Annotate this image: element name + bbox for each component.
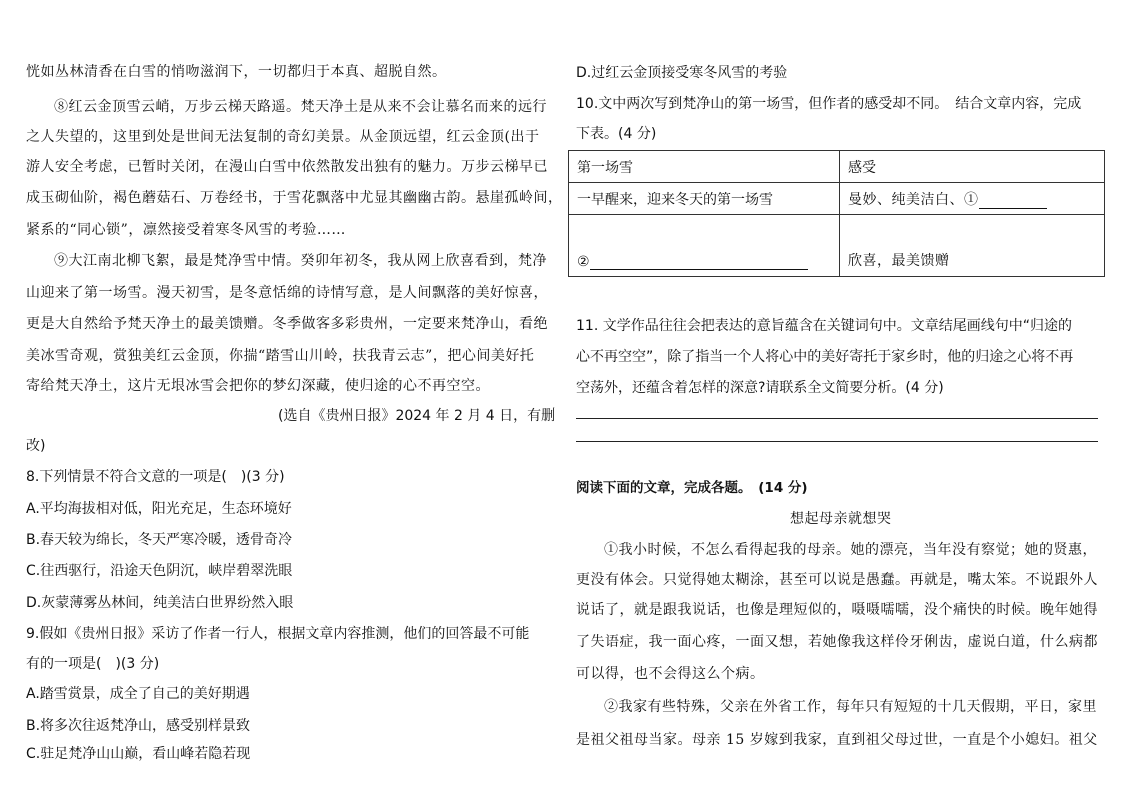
- question-11-stem: 11. 文学作品往往会把表达的意旨蕴含在关键词句中。文章结尾画线句中“归途的: [576, 318, 1072, 334]
- paragraph-9-line: ⑨大江南北柳飞絮，最是梵净雪中情。癸卯年初冬，我从网上欣喜看到，梵净: [54, 253, 547, 269]
- question-10-stem: 下表。(4 分): [576, 126, 657, 142]
- article-paragraph-1-line: 了失语症，我一面心疼，一面又想，若她像我这样伶牙俐齿，虚说白道，什么病都: [576, 634, 1098, 650]
- table-cell: 欣喜，最美馈赠: [840, 215, 1105, 277]
- answer-blank-1[interactable]: [979, 194, 1047, 209]
- question-8-option-b: B.春天较为绵长，冬天严寒冷暖，透骨奇冷: [26, 532, 293, 548]
- table-cell: [840, 183, 1105, 215]
- paragraph-intro-tail: 恍如丛林清香在白雪的悄吻滋润下，一切都归于本真、超脱自然。: [26, 64, 447, 80]
- source-citation: (选自《贵州日报》2024 年 2 月 4 日，有删: [278, 408, 556, 424]
- question-11-stem: 心不再空空”，除了指当一个人将心中的美好寄托于家乡时，他的归途之心将不再: [576, 349, 1074, 365]
- answer-blank-2[interactable]: [590, 255, 808, 270]
- article-paragraph-2-line: 是祖父祖母当家。母亲 15 岁嫁到我家，直到祖父母过世，一直是个小媳妇。祖父: [576, 732, 1098, 748]
- section-instruction: 阅读下面的文章，完成各题。 (14 分): [576, 480, 808, 496]
- article-paragraph-1-line: 说话了，就是跟我说话，也像是理短似的，嗫嗫嚅嚅，没个痛快的时候。晚年她得: [576, 602, 1098, 618]
- paragraph-8-line: 之人失望的，这里到处是世间无法复制的奇幻美景。从金顶远望，红云金顶(出于: [26, 129, 540, 145]
- article-paragraph-1-line: 可以得，也不会得这么个病。: [576, 666, 765, 682]
- article-paragraph-1-line: ①我小时候，不怎么看得起我的母亲。她的漂亮，当年没有察觉；她的贤惠，: [604, 542, 1097, 558]
- table-header-cell: 感受: [840, 151, 1105, 183]
- answer-line[interactable]: [576, 441, 1098, 442]
- question-9-option-c: C.驻足梵净山山巅，看山峰若隐若现: [26, 746, 251, 762]
- paragraph-8-line: 游人安全考虑，已暂时关闭，在漫山白雪中依然散发出独有的魅力。万步云梯早已: [26, 159, 548, 175]
- question-9-option-d: D.过红云金顶接受寒冬风雪的考验: [576, 65, 788, 81]
- question-9-stem: 有的一项是( )(3 分): [26, 656, 160, 672]
- paragraph-8-line: ⑧红云金顶雪云峭，万步云梯天路遥。梵天净土是从来不会让慕名而来的远行: [54, 99, 547, 115]
- question-8-option-d: D.灰蒙薄雾丛林间，纯美洁白世界纷然入眼: [26, 595, 294, 611]
- table-cell-text: ②: [577, 254, 590, 270]
- source-citation-end: 改): [26, 438, 46, 454]
- question-8-option-c: C.往西驱行，沿途天色阴沉，峡岸碧翠洗眼: [26, 563, 293, 579]
- question-8-option-a: A.平均海拔相对低，阳光充足，生态环境好: [26, 501, 292, 517]
- table-header-cell: 第一场雪: [569, 151, 840, 183]
- answer-table: [568, 150, 1105, 277]
- article-paragraph-2-line: ②我家有些特殊，父亲在外省工作，每年只有短短的十几天假期，平日，家里: [604, 699, 1097, 715]
- table-row: [569, 183, 1105, 215]
- article-title: 想起母亲就想哭: [790, 511, 892, 527]
- question-10-stem: 10.文中两次写到梵净山的第一场雪，但作者的感受却不同。 结合文章内容，完成: [576, 96, 1082, 112]
- table-row: [569, 151, 1105, 183]
- table-cell-text: 曼妙、纯美洁白、①: [848, 191, 979, 208]
- paragraph-9-line: 美冰雪奇观，赏独美红云金顶，你揣“踏雪山川岭，扶我青云志”，把心间美好托: [26, 348, 535, 364]
- article-paragraph-1-line: 更没有体会。只觉得她太糊涂，甚至可以说是愚蠢。再就是，嘴太笨。不说跟外人: [576, 572, 1098, 588]
- answer-line[interactable]: [576, 418, 1098, 419]
- question-9-option-a: A.踏雪赏景，成全了自己的美好期遇: [26, 686, 250, 702]
- paragraph-9-line: 更是大自然给予梵天净土的最美馈赠。冬季做客多彩贵州，一定要来梵净山，看绝: [26, 316, 548, 332]
- question-11-stem: 空荡外，还蕴含着怎样的深意?请联系全文简要分析。(4 分): [576, 380, 944, 396]
- table-row: [569, 215, 1105, 277]
- question-8-stem: 8.下列情景不符合文意的一项是( )(3 分): [26, 469, 285, 485]
- question-9-stem: 9.假如《贵州日报》采访了作者一行人，根据文章内容推测，他们的回答最不可能: [26, 626, 530, 642]
- table-cell: 一早醒来，迎来冬天的第一场雪: [569, 183, 840, 215]
- table-cell: [569, 215, 840, 277]
- paragraph-9-line: 寄给梵天净土，这片无垠冰雪会把你的梦幻深藏，使归途的心不再空空。: [26, 378, 490, 394]
- paragraph-9-line: 山迎来了第一场雪。漫天初雪，是冬意恬绵的诗情写意，是人间飘落的美好惊喜，: [26, 285, 548, 301]
- question-9-option-b: B.将多次往返梵净山，感受别样景致: [26, 718, 251, 734]
- paragraph-8-line: 成玉砌仙阶，褐色蘑菇石、万卷经书，于雪花飘落中尤显其幽幽古韵。悬崖孤岭间，: [26, 190, 563, 206]
- paragraph-8-line: 紧系的“同心锁”，凛然接受着寒冬风雪的考验……: [26, 222, 346, 238]
